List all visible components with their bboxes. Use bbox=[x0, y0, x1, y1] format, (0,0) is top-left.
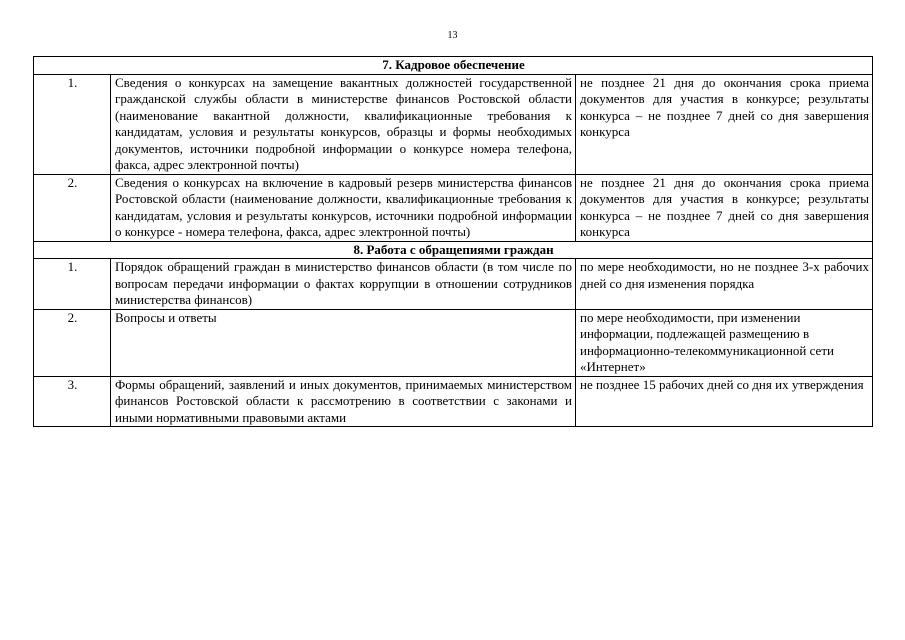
section-title: 7. Кадровое обеспечение bbox=[34, 57, 873, 75]
row-description: Формы обращений, заявлений и иных документов, принимаемых министерством финансов Ростовской области к рассмотрению в соответствии с законами и иными нормативными правовыми актами bbox=[111, 376, 576, 427]
table-row bbox=[34, 259, 873, 310]
table-row bbox=[34, 309, 873, 376]
section-header-row bbox=[34, 57, 873, 75]
row-number: 1. bbox=[34, 259, 111, 310]
row-number: 2. bbox=[34, 174, 111, 241]
row-number: 2. bbox=[34, 309, 111, 376]
table-row bbox=[34, 376, 873, 427]
row-term: не позднее 21 дня до окончания срока приема документов для участия в конкурсе; результаты конкурса – не позднее 7 дней со дня завершения конкурса bbox=[576, 174, 873, 241]
row-description: Сведения о конкурсах на включение в кадровый резерв министерства финансов Ростовской области (наименование должности, квалификационные требования к кандидатам, условия и результаты конкурсов, источники подробной информации о конкурсе - номера телефона, факса, адрес электронной почты) bbox=[111, 174, 576, 241]
table-row bbox=[34, 174, 873, 241]
section-header-row bbox=[34, 241, 873, 259]
row-term: по мере необходимости, при изменении информации, подлежащей размещению в информационно-телекоммуникационной сети «Интернет» bbox=[576, 309, 873, 376]
row-description: Вопросы и ответы bbox=[111, 309, 576, 376]
table-row bbox=[34, 74, 873, 174]
row-description: Сведения о конкурсах на замещение вакантных должностей государственной гражданской службы области в министерстве финансов Ростовской области (наименование вакантной должности, квалификационные требования к кандидатам, условия и результаты конкурсов, образцы и формы необходимых документов, источники подробной информации о конкурсе номера телефона, факса, адрес электронной почты) bbox=[111, 74, 576, 174]
row-term: по мере необходимости, но не позднее 3-х рабочих дней со дня изменения порядка bbox=[576, 259, 873, 310]
publication-schedule-table bbox=[33, 56, 873, 427]
row-description: Порядок обращений граждан в министерство финансов области (в том числе по вопросам передачи информации о фактах коррупции в отношении сотрудников министерства финансов) bbox=[111, 259, 576, 310]
row-term: не позднее 15 рабочих дней со дня их утверждения bbox=[576, 376, 873, 427]
row-term: не позднее 21 дня до окончания срока приема документов для участия в конкурсе; результаты конкурса – не позднее 7 дней со дня завершения конкурса bbox=[576, 74, 873, 174]
row-number: 3. bbox=[34, 376, 111, 427]
section-title: 8. Работа с обращепиями граждан bbox=[34, 241, 873, 259]
page-number: 13 bbox=[447, 30, 458, 41]
row-number: 1. bbox=[34, 74, 111, 174]
